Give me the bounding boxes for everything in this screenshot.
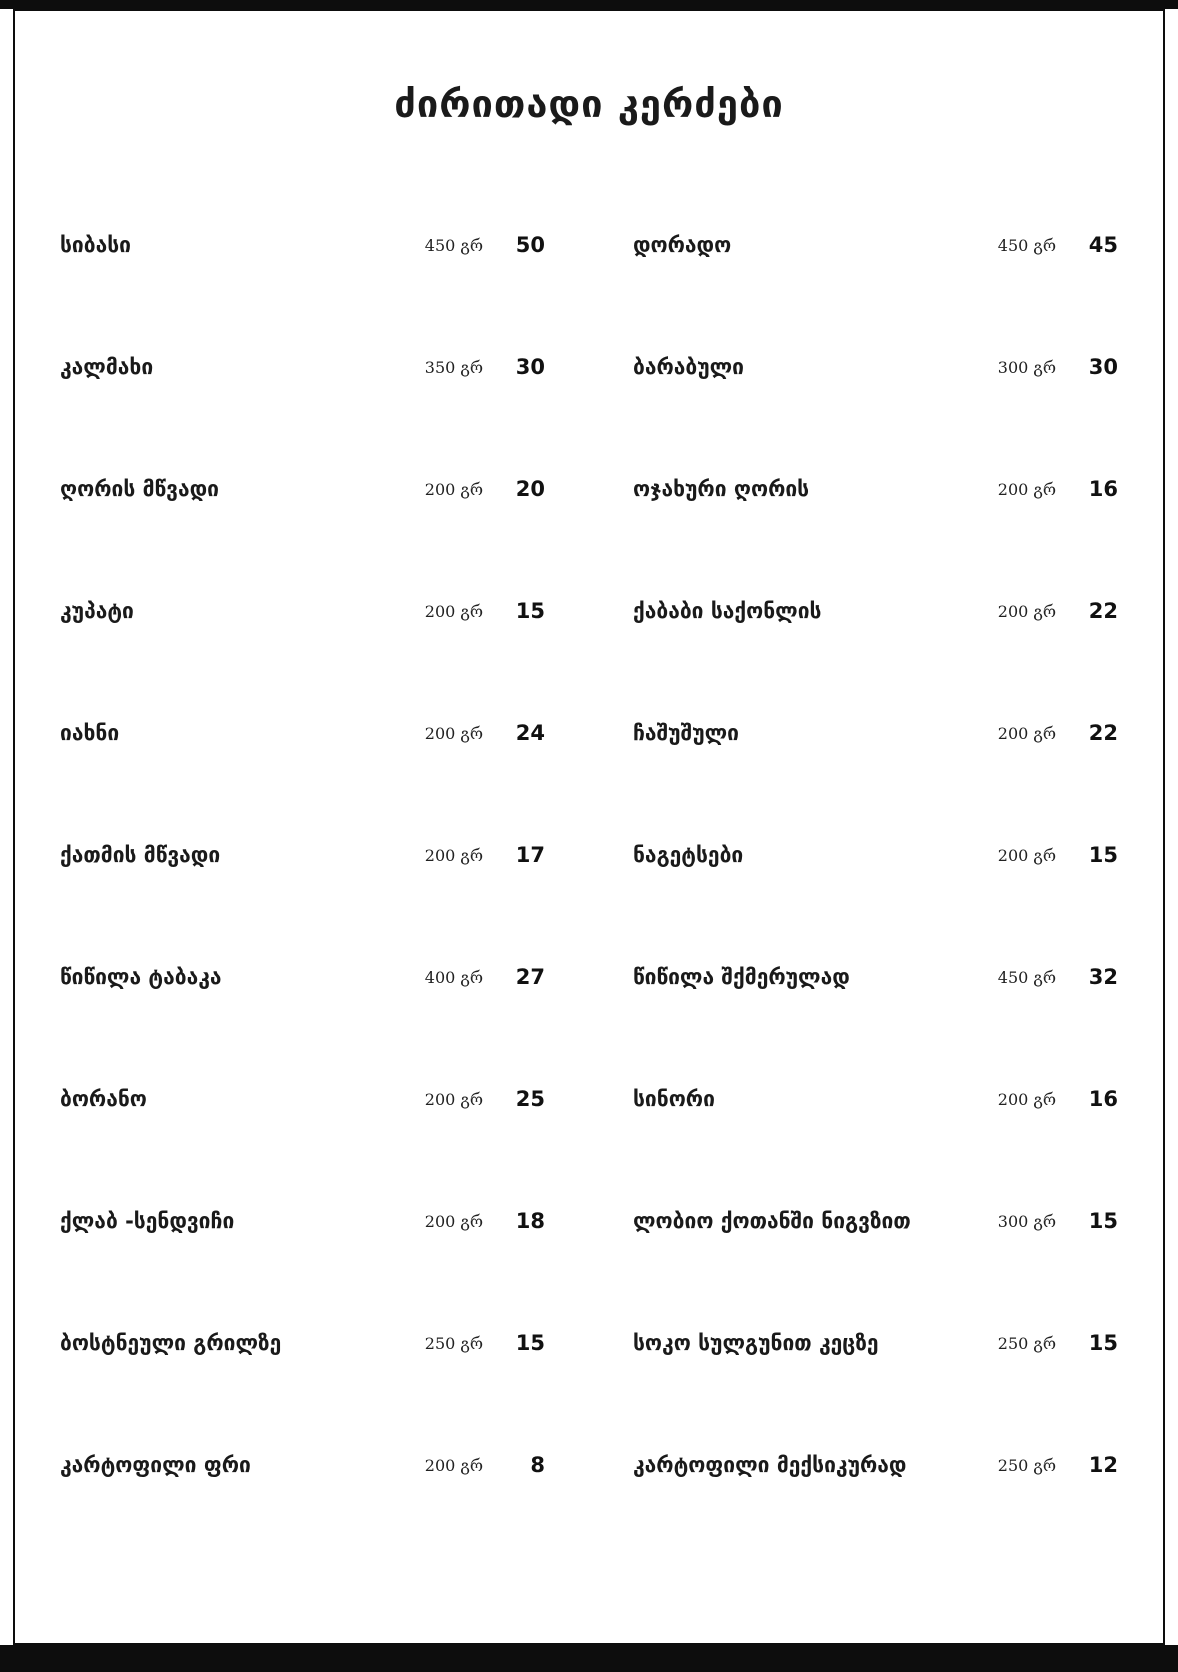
dish-weight: 200 გრ xyxy=(424,1089,483,1109)
dish-price: 15 xyxy=(515,1331,545,1355)
menu-item-row xyxy=(633,550,1118,672)
dish-price: 22 xyxy=(1088,599,1118,623)
dish-weight: 350 გრ xyxy=(424,357,483,377)
menu-grid xyxy=(60,184,1118,1526)
dish-name: კარტოფილი მექსიკურად xyxy=(633,1453,907,1477)
dish-name: ლობიო ქოთანში ნიგვზით xyxy=(633,1209,911,1233)
menu-item-row xyxy=(633,1038,1118,1160)
dish-weight: 250 გრ xyxy=(424,1333,483,1353)
menu-item-row xyxy=(60,184,545,306)
dish-name: კალმახი xyxy=(60,355,154,379)
dish-name: იახნი xyxy=(60,721,120,745)
dish-name: ქათმის მწვადი xyxy=(60,843,221,867)
dish-weight: 200 გრ xyxy=(997,845,1056,865)
dish-price: 30 xyxy=(515,355,545,379)
dish-name: ჩაშუშული xyxy=(633,721,740,745)
dish-name: კარტოფილი ფრი xyxy=(60,1453,251,1477)
dish-weight: 300 გრ xyxy=(997,357,1056,377)
menu-item-row xyxy=(633,916,1118,1038)
dish-weight: 200 გრ xyxy=(424,601,483,621)
menu-column-left xyxy=(60,184,545,1526)
dish-price: 8 xyxy=(530,1453,545,1477)
page-title: ძირითადი კერძები xyxy=(394,82,784,126)
menu-item-row xyxy=(60,428,545,550)
dish-weight: 200 გრ xyxy=(424,1455,483,1475)
dish-price: 16 xyxy=(1088,1087,1118,1111)
dish-price: 20 xyxy=(515,477,545,501)
dish-name: დორადო xyxy=(633,233,732,257)
menu-item-row xyxy=(60,550,545,672)
dish-weight: 200 გრ xyxy=(424,723,483,743)
menu-column-right xyxy=(633,184,1118,1526)
dish-weight: 200 გრ xyxy=(997,601,1056,621)
dish-weight: 450 გრ xyxy=(997,235,1056,255)
dish-price: 15 xyxy=(1088,843,1118,867)
dish-weight: 400 გრ xyxy=(424,967,483,987)
dish-weight: 450 გრ xyxy=(997,967,1056,987)
dish-price: 15 xyxy=(1088,1209,1118,1233)
menu-item-row xyxy=(633,1282,1118,1404)
menu-item-row xyxy=(633,672,1118,794)
dish-name: ქაბაბი საქონლის xyxy=(633,599,822,623)
dish-price: 18 xyxy=(515,1209,545,1233)
dish-name: წიწილა ტაბაკა xyxy=(60,965,222,989)
dish-weight: 250 გრ xyxy=(997,1333,1056,1353)
dish-price: 50 xyxy=(515,233,545,257)
dish-weight: 450 გრ xyxy=(424,235,483,255)
dish-price: 30 xyxy=(1088,355,1118,379)
menu-item-row xyxy=(60,1282,545,1404)
dish-weight: 200 გრ xyxy=(997,1089,1056,1109)
dish-name: სიბასი xyxy=(60,233,131,257)
dish-price: 22 xyxy=(1088,721,1118,745)
dish-name: ნაგეტსები xyxy=(633,843,744,867)
dish-weight: 200 გრ xyxy=(424,1211,483,1231)
dish-weight: 200 გრ xyxy=(424,845,483,865)
dish-name: წიწილა შქმერულად xyxy=(633,965,850,989)
dish-name: ბორანო xyxy=(60,1087,147,1111)
menu-item-row xyxy=(60,794,545,916)
dish-weight: 200 გრ xyxy=(997,723,1056,743)
dish-weight: 250 გრ xyxy=(997,1455,1056,1475)
dish-price: 16 xyxy=(1088,477,1118,501)
menu-item-row xyxy=(60,672,545,794)
dish-name: სოკო სულგუნით კეცზე xyxy=(633,1331,879,1355)
dish-name: ბოსტნეული გრილზე xyxy=(60,1331,282,1355)
menu-item-row xyxy=(633,1160,1118,1282)
dish-price: 32 xyxy=(1088,965,1118,989)
menu-item-row xyxy=(60,1038,545,1160)
dish-price: 45 xyxy=(1088,233,1118,257)
menu-item-row xyxy=(633,184,1118,306)
dish-price: 27 xyxy=(515,965,545,989)
menu-item-row xyxy=(633,306,1118,428)
dish-weight: 300 გრ xyxy=(997,1211,1056,1231)
menu-item-row xyxy=(60,306,545,428)
dish-price: 15 xyxy=(1088,1331,1118,1355)
menu-item-row xyxy=(60,1404,545,1526)
menu-item-row xyxy=(633,1404,1118,1526)
dish-name: კუპატი xyxy=(60,599,134,623)
menu-item-row xyxy=(60,916,545,1038)
dish-name: სინორი xyxy=(633,1087,715,1111)
menu-item-row xyxy=(60,1160,545,1282)
dish-price: 12 xyxy=(1088,1453,1118,1477)
dish-weight: 200 გრ xyxy=(997,479,1056,499)
dish-price: 15 xyxy=(515,599,545,623)
dish-price: 17 xyxy=(515,843,545,867)
dish-price: 24 xyxy=(515,721,545,745)
dish-price: 25 xyxy=(515,1087,545,1111)
menu-item-row xyxy=(633,794,1118,916)
dish-name: ოჯახური ღორის xyxy=(633,477,810,501)
menu-item-row xyxy=(633,428,1118,550)
bottom-border-bar xyxy=(0,1645,1178,1672)
dish-name: ქლაბ -სენდვიჩი xyxy=(60,1209,235,1233)
dish-name: ღორის მწვადი xyxy=(60,477,219,501)
dish-name: ბარაბული xyxy=(633,355,745,379)
dish-weight: 200 გრ xyxy=(424,479,483,499)
